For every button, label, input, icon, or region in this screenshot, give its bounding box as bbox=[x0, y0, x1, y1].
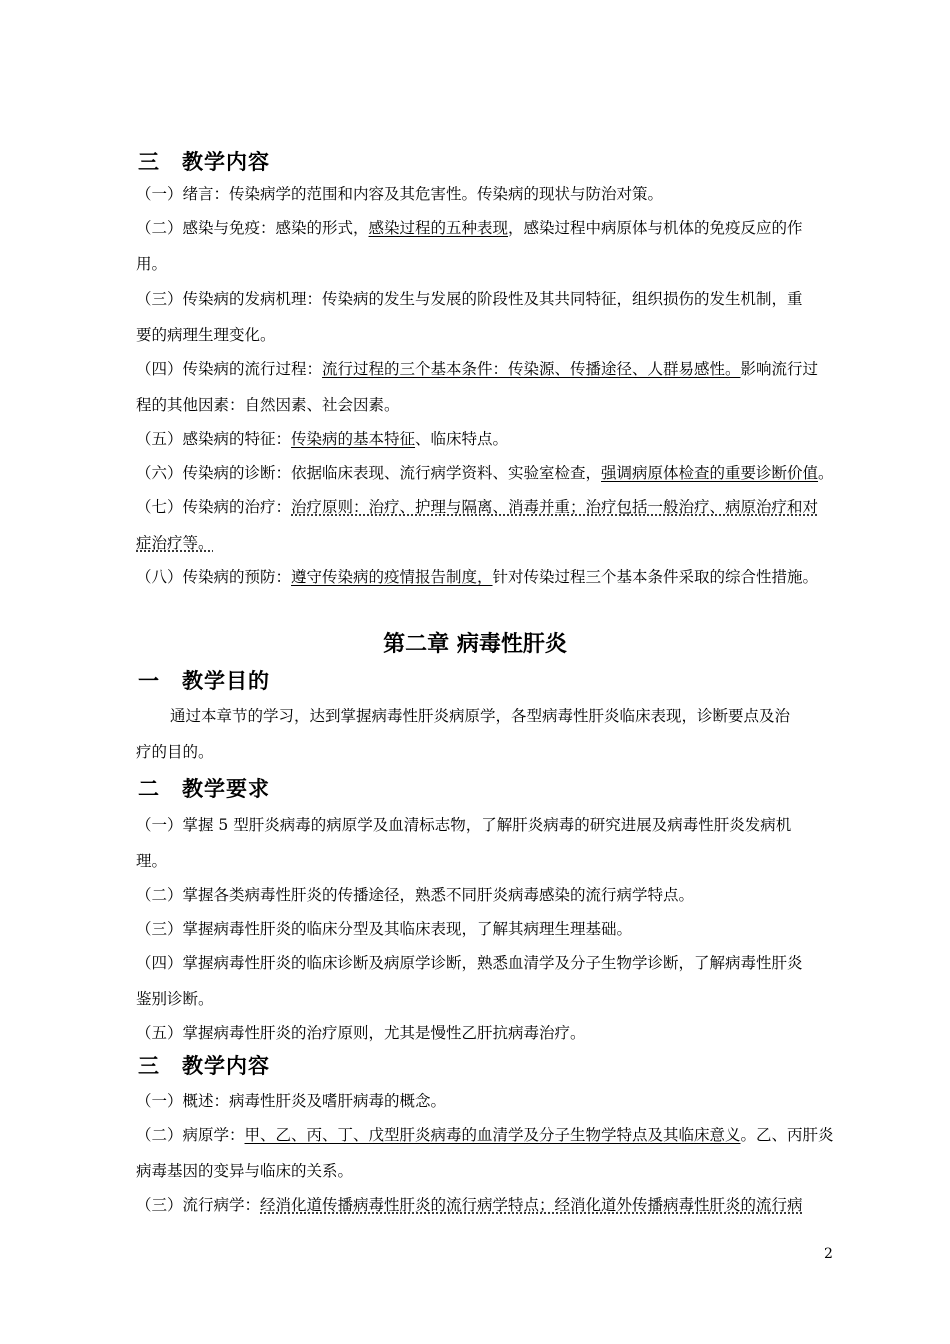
text-line: （四）掌握病毒性肝炎的临床诊断及病原学诊断，熟悉血清学及分子生物学诊断，了解病毒性肝炎 bbox=[136, 954, 803, 972]
content-item-1 bbox=[136, 176, 836, 212]
underlined-text: 流行过程的三个基本条件：传染源、传播途径、人群易感性。 bbox=[322, 360, 741, 378]
text-span: ，感染过程中病原体与机体的免疫反应的作 bbox=[508, 219, 803, 237]
dotted-underlined-text: 经消化道传播病毒性肝炎的流行病学特点；经消化道外传播病毒性肝炎的流行病 bbox=[260, 1196, 803, 1214]
objective-paragraph bbox=[136, 698, 836, 770]
chapter-title: 第二章 病毒性肝炎 bbox=[383, 632, 567, 657]
text-line: （二）掌握各类病毒性肝炎的传播途径，熟悉不同肝炎病毒感染的流行病学特点。 bbox=[136, 886, 695, 904]
text-line: （三）传染病的发病机理：传染病的发生与发展的阶段性及其共同特征，组织损伤的发生机制，重 bbox=[136, 290, 803, 308]
text-span: 、临床特点。 bbox=[415, 430, 509, 448]
content-item-8 bbox=[136, 559, 836, 595]
text-line: （三）掌握病毒性肝炎的临床分型及其临床表现，了解其病理生理基础。 bbox=[136, 920, 633, 938]
text-span: （八）传染病的预防： bbox=[136, 568, 292, 586]
text-line: 要的病理生理变化。 bbox=[136, 326, 276, 344]
content-item-7 bbox=[136, 489, 836, 561]
dotted-underlined-text: 症治疗等。 bbox=[136, 534, 214, 552]
requirement-item-4 bbox=[136, 945, 836, 1017]
content-item-4 bbox=[136, 351, 836, 423]
text-line: 病毒基因的变异与临床的关系。 bbox=[136, 1162, 354, 1180]
text-span: （三）流行病学： bbox=[136, 1196, 261, 1214]
text-span: 影响流行过 bbox=[740, 360, 819, 378]
underlined-text: 传染病的基本特征 bbox=[291, 430, 416, 448]
text-span: （二）病原学： bbox=[136, 1126, 245, 1144]
text-line: 用。 bbox=[136, 255, 168, 273]
content-item-6 bbox=[136, 455, 836, 491]
text-line: 通过本章节的学习，达到掌握病毒性肝炎病原学，各型病毒性肝炎临床表现，诊断要点及治 bbox=[170, 707, 791, 725]
text-span: 。 bbox=[818, 464, 834, 482]
text-span: 针对传染过程三个基本条件采取的综合性措施。 bbox=[492, 568, 819, 586]
dotted-underlined-text: 治疗原则：治疗、护理与隔离、消毒并重；治疗包括一般治疗、病原治疗和对 bbox=[291, 498, 819, 516]
section-heading-requirements: 二 教学要求 bbox=[138, 777, 270, 801]
requirement-item-2 bbox=[136, 877, 836, 913]
underlined-text: 甲、乙、丙、丁、戊型肝炎病毒的血清学及分子生物学特点及其临床意义 bbox=[244, 1126, 741, 1144]
section-heading-content: 三 教学内容 bbox=[138, 150, 270, 174]
text-span: （四）传染病的流行过程： bbox=[136, 360, 323, 378]
text-line: 鉴别诊断。 bbox=[136, 990, 214, 1008]
requirement-item-3 bbox=[136, 911, 836, 947]
content-item-5 bbox=[136, 421, 836, 457]
text-line: （一）概述：病毒性肝炎及嗜肝病毒的概念。 bbox=[136, 1092, 447, 1110]
content-item-2 bbox=[136, 210, 836, 282]
text-line: （一）绪言：传染病学的范围和内容及其危害性。传染病的现状与防治对策。 bbox=[136, 185, 664, 203]
text-line: 理。 bbox=[136, 852, 168, 870]
requirement-item-5 bbox=[136, 1015, 836, 1051]
content2-item-2 bbox=[136, 1117, 836, 1189]
text-span: （六）传染病的诊断：依据临床表现、流行病学资料、实验室检查， bbox=[136, 464, 602, 482]
text-line: 程的其他因素：自然因素、社会因素。 bbox=[136, 396, 400, 414]
text-span: （七）传染病的治疗： bbox=[136, 498, 292, 516]
text-span: 。乙、丙肝炎 bbox=[740, 1126, 834, 1144]
text-line: （一）掌握 5 型肝炎病毒的病原学及血清标志物，了解肝炎病毒的研究进展及病毒性肝炎发病机 bbox=[136, 816, 792, 834]
underlined-text: 遵守传染病的疫情报告制度， bbox=[291, 568, 493, 586]
text-line: 疗的目的。 bbox=[136, 743, 214, 761]
section-heading-objective: 一 教学目的 bbox=[138, 669, 270, 693]
content-item-3 bbox=[136, 281, 836, 353]
text-span: （二）感染与免疫：感染的形式， bbox=[136, 219, 369, 237]
underlined-text: 强调病原体检查的重要诊断价值 bbox=[601, 464, 819, 482]
requirement-item-1 bbox=[136, 807, 836, 879]
content2-item-3 bbox=[136, 1187, 836, 1223]
underlined-text: 感染过程的五种表现 bbox=[368, 219, 509, 237]
page-number: 2 bbox=[824, 1246, 833, 1262]
text-line: （五）掌握病毒性肝炎的治疗原则，尤其是慢性乙肝抗病毒治疗。 bbox=[136, 1024, 586, 1042]
text-span: （五）感染病的特征： bbox=[136, 430, 292, 448]
content2-item-1 bbox=[136, 1083, 836, 1119]
section-heading-content-2: 三 教学内容 bbox=[138, 1054, 270, 1078]
